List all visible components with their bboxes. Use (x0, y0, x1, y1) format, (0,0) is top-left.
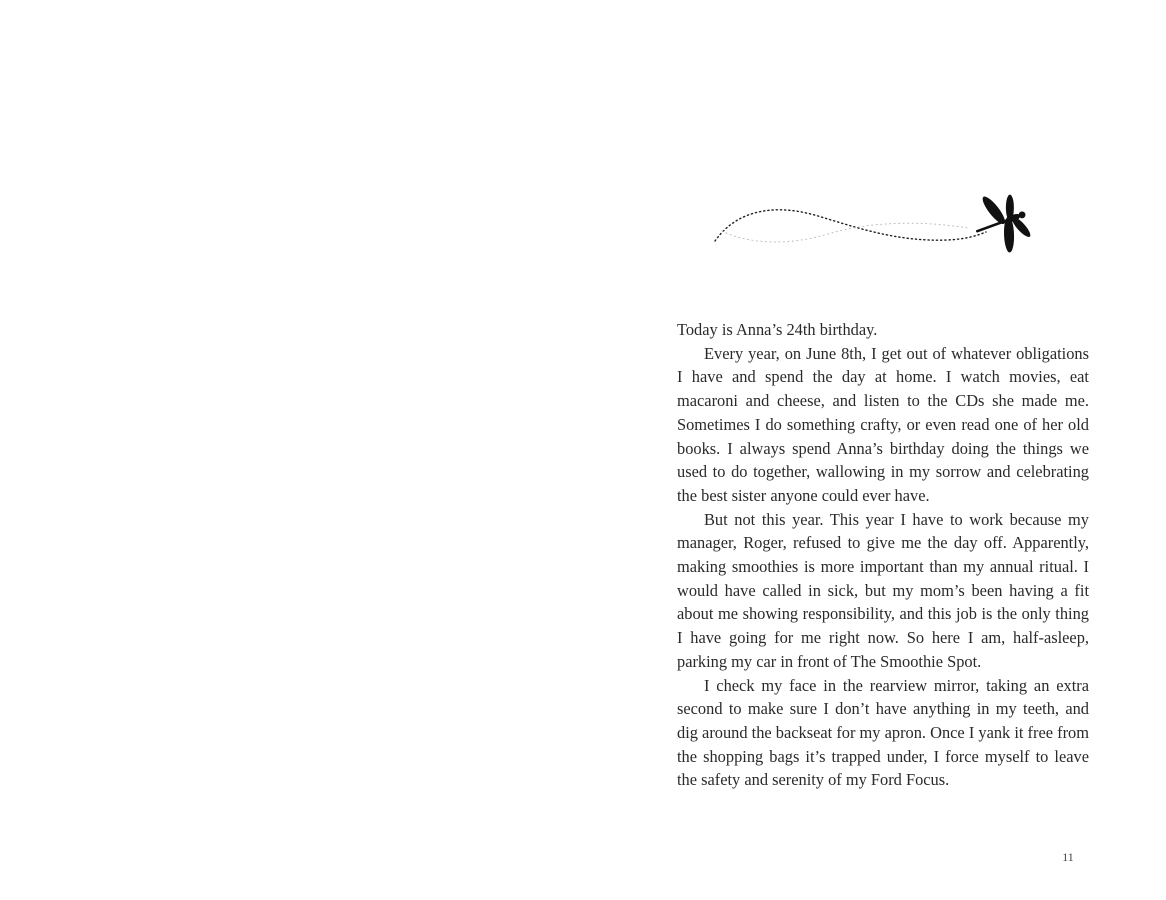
paragraph-1: Today is Anna’s 24th birthday. (677, 320, 878, 339)
dragonfly-icon (965, 186, 1036, 256)
paragraph-4: I check my face in the rearview mirror, taking an extra second to make sure I don’t have anything in my teeth, and dig around the backseat for my apron. Once I yank it free from the shopping bags it’s trapped under, I force myself to leave the safety and serenity of my Ford Focus. (677, 675, 1089, 790)
flight-trail-faint (722, 223, 968, 242)
paragraph-3: But not this year. This year I have to work because my manager, Roger, refused to give me the day off. Apparently, making smoothies is more important than my annual ritual. I would have called in sick, but my mom’s been having a fit about me showing responsibility, and this job is the only thing I have going for me right now. So here I am, half-asleep, parking my car in front of The Smoothie Spot. (677, 509, 1089, 671)
dragonfly-flight-ornament (708, 186, 1038, 256)
flight-trail-path (715, 210, 986, 241)
page-number: 11 (1062, 850, 1074, 864)
paragraph-2: Every year, on June 8th, I get out of whatever obligations I have and spend the day at home. I watch movies, eat macaroni and cheese, and listen to the CDs she made me. Sometimes I do something crafty, or even read one of her old books. I always spend Anna’s birthday doing the things we used to do together, wallowing in my sorrow and celebrating the best sister anyone could ever have. (677, 343, 1089, 505)
chapter-body-text (677, 318, 1089, 792)
